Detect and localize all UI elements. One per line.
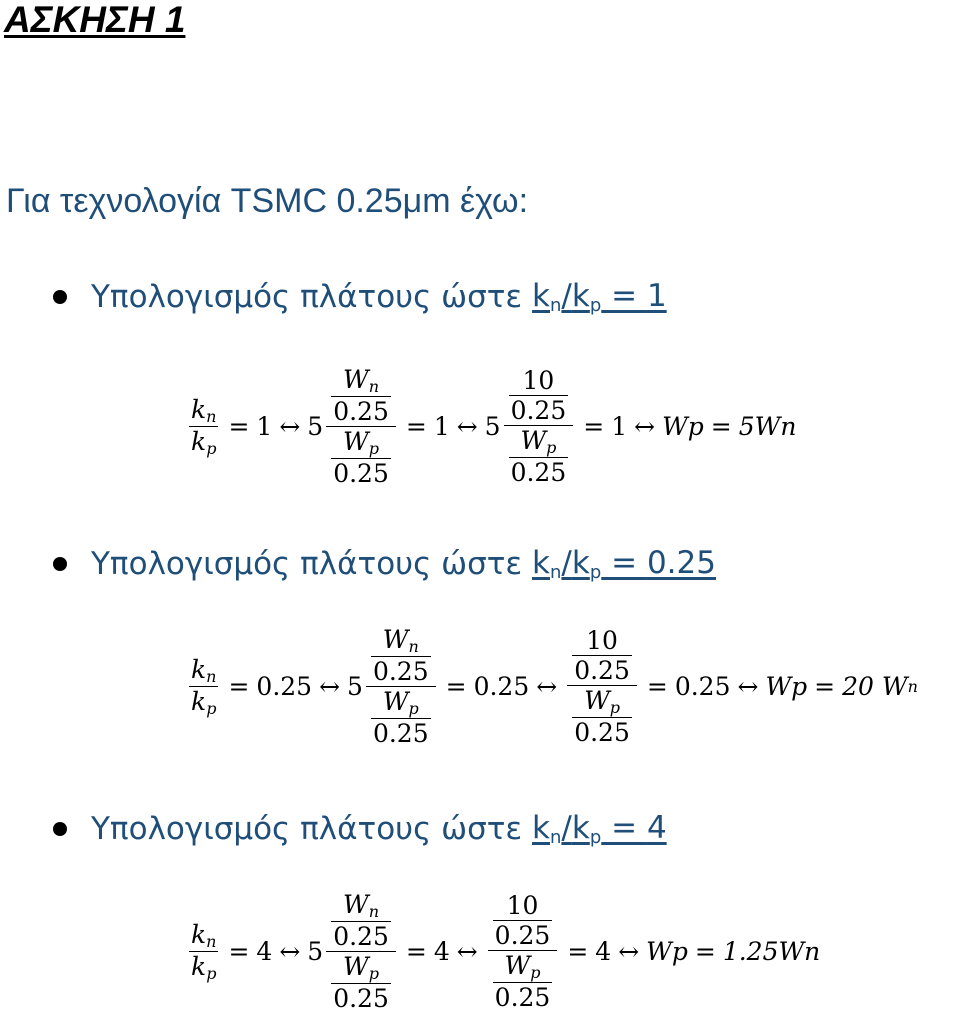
bullet-dot-icon — [53, 290, 67, 304]
numeric-ratio-fraction: $\frac{\frac{10}{0.25}}{\frac{Wp}{0.25}}$ — [504, 366, 574, 487]
intro-text: Για τεχνολογία TSMC 0.25μm έχω: — [6, 182, 529, 220]
numeric-ratio-fraction: $\frac{\frac{10}{0.25}}{\frac{Wp}{0.25}}$ — [488, 891, 558, 1012]
kn-over-kp: $\frac{kn}{kp}$ — [191, 395, 217, 458]
ratio-label: $k_n/k_p = 0.25$ — [532, 545, 716, 583]
bullet-text: Υπολογισμός πλάτους ώστε — [91, 811, 523, 847]
kn-over-kp: $\frac{kn}{kp}$ — [191, 655, 217, 718]
bullet-text: Υπολογισμός πλάτους ώστε — [91, 546, 523, 582]
bullet-section-1 — [53, 278, 667, 316]
bullet-dot-icon — [53, 822, 67, 836]
bullet-dot-icon — [53, 557, 67, 571]
width-ratio-fraction: $\frac{\frac{Wn}{0.25}}{\frac{Wp}{0.25}}$ — [326, 890, 396, 1013]
numeric-ratio-fraction: $\frac{\frac{10}{0.25}}{\frac{Wp}{0.25}}$ — [567, 626, 637, 747]
bullet-text: Υπολογισμός πλάτους ώστε — [91, 279, 523, 315]
exercise-title: ΑΣΚΗΣΗ 1 — [4, 0, 186, 40]
equation-2: $\frac{kn}{kp}$ = 0.25 ↔ 5 $\frac{\frac{Wn}{0.25}}{\frac{Wp}{0.25}}$ = 0.25 ↔ $\frac{\frac{10}{0.25}}{\frac{Wp}{0.25}}$ = 0.25 ↔ Wp = 20 W n — [191, 625, 918, 748]
equation-1: $\frac{kn}{kp}$ = 1 ↔ 5 $\frac{\frac{Wn}{0.25}}{\frac{Wp}{0.25}}$ = 1 ↔ 5 $\frac{\frac{10}{0.25}}{\frac{Wp}{0.25}}$ = 1 ↔ Wp = 5Wn — [191, 365, 797, 488]
kn-over-kp: $\frac{kn}{kp}$ — [191, 920, 217, 983]
equation-3: $\frac{kn}{kp}$ = 4 ↔ 5 $\frac{\frac{Wn}{0.25}}{\frac{Wp}{0.25}}$ = 4 ↔ $\frac{\frac{10}{0.25}}{\frac{Wp}{0.25}}$ = 4 ↔ Wp = 1.25Wn — [191, 890, 821, 1013]
width-ratio-fraction: $\frac{\frac{Wn}{0.25}}{\frac{Wp}{0.25}}$ — [326, 365, 396, 488]
bullet-section-3 — [53, 810, 667, 848]
width-ratio-fraction: $\frac{\frac{Wn}{0.25}}{\frac{Wp}{0.25}}$ — [366, 625, 436, 748]
ratio-label: $k_n/k_p = 4$ — [532, 810, 667, 848]
ratio-label: $k_n/k_p = 1$ — [532, 278, 667, 316]
bullet-section-2 — [53, 545, 716, 583]
